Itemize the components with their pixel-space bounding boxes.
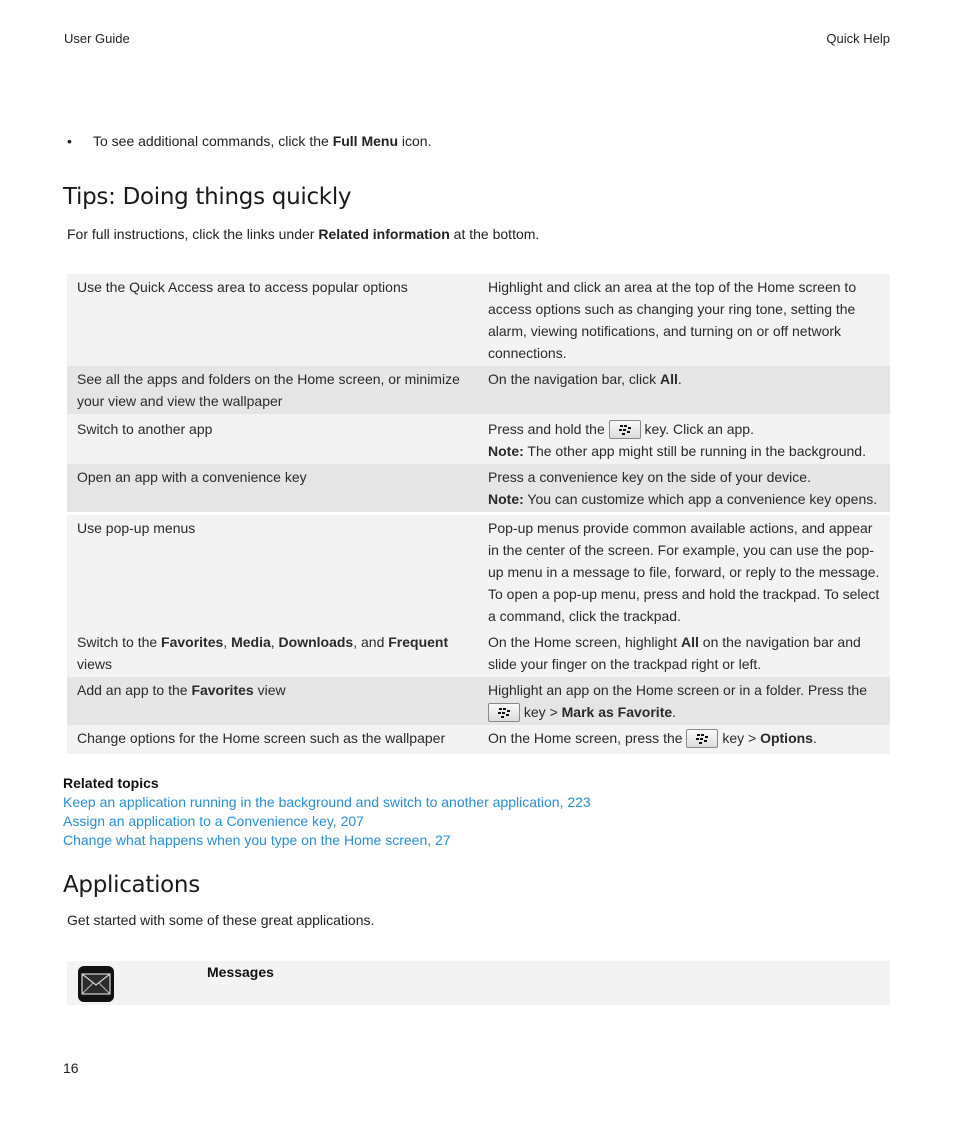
tip-how-text: Highlight an app on the Home screen or in a folder. Press the (488, 682, 867, 698)
page-number: 16 (63, 1060, 79, 1076)
bullet-text-before: To see additional commands, click the (93, 133, 333, 149)
application-row-messages (67, 961, 890, 1005)
tip-how-text: key > (520, 704, 562, 720)
tips-intro-bold: Related information (318, 226, 450, 242)
tip-how-text: On the Home screen, highlight (488, 634, 681, 650)
tip-action: Use the Quick Access area to access popular options (67, 274, 478, 366)
tip-action (67, 677, 478, 725)
tip-action-text: Switch to the (77, 634, 162, 650)
tip-action-text: , (270, 634, 279, 650)
table-row (67, 274, 890, 366)
tip-how-text: on the navigation bar and slide your finger on the trackpad right or left. (488, 634, 861, 672)
blackberry-key-icon (609, 420, 641, 439)
table-row (67, 515, 890, 629)
envelope-icon (78, 966, 114, 1002)
table-row (67, 464, 890, 512)
application-label: Messages (207, 964, 274, 980)
table-row (67, 677, 890, 725)
bullet-bold: Full Menu (332, 133, 399, 149)
tip-how (478, 629, 890, 677)
blackberry-key-icon (686, 729, 718, 748)
section-title-tips: Tips: Doing things quickly (63, 184, 352, 210)
section-title-applications: Applications (63, 872, 200, 898)
full-menu-bullet (67, 133, 431, 149)
table-row (67, 629, 890, 677)
tip-action-text: , and (353, 634, 389, 650)
tip-how-text: . (812, 730, 817, 746)
tip-how-text: . (672, 704, 677, 720)
related-link[interactable]: Change what happens when you type on the Home screen, 27 (63, 832, 451, 848)
table-row (67, 366, 890, 414)
tip-how-bold: Mark as Favorite (561, 704, 673, 720)
table-row (67, 725, 890, 754)
related-topics (63, 774, 591, 850)
tip-how-text: On the navigation bar, click (488, 371, 660, 387)
running-header-right: Quick Help (826, 31, 890, 46)
tip-how-text: Press and hold the (488, 421, 609, 437)
tips-intro-after: at the bottom. (449, 226, 540, 242)
tip-action-bold: Downloads (278, 634, 354, 650)
tip-action-bold: Frequent (388, 634, 449, 650)
tip-action-bold: Favorites (161, 634, 224, 650)
related-link[interactable]: Assign an application to a Convenience key, 207 (63, 813, 364, 829)
tip-action: Change options for the Home screen such as the wallpaper (67, 725, 478, 754)
tip-how (478, 414, 890, 464)
tip-how-text: Press a convenience key on the side of your device. (488, 469, 811, 485)
tip-how-text: key. Click an app. (640, 421, 754, 437)
tip-action (67, 629, 478, 677)
note-label: Note: (488, 443, 524, 459)
tip-action-text: views (77, 656, 113, 672)
tip-action: Use pop-up menus (67, 515, 478, 629)
tips-intro (67, 226, 539, 242)
tip-action-bold: Favorites (191, 682, 254, 698)
note-text: You can customize which app a convenience key opens. (523, 491, 878, 507)
tip-how (478, 464, 890, 512)
tips-intro-before: For full instructions, click the links under (67, 226, 319, 242)
tip-how-bold: All (681, 634, 699, 650)
tip-how (478, 725, 890, 754)
tip-how-text: . (677, 371, 682, 387)
tip-action-bold: Media (231, 634, 271, 650)
tip-how (478, 366, 890, 414)
tip-how: Pop-up menus provide common available actions, and appear in the center of the screen. For example, you can use the pop-up menu in a message to file, forward, or reply to the message. To open a pop-up menu, press and hold the trackpad. To select a command, click the trackpad. (478, 515, 890, 629)
tip-action-text: , (223, 634, 232, 650)
blackberry-key-icon (488, 703, 520, 722)
bullet-text (93, 133, 431, 149)
tip-how (478, 677, 890, 725)
related-link[interactable]: Keep an application running in the background and switch to another application, 223 (63, 794, 591, 810)
tip-how-bold: Options (760, 730, 813, 746)
tip-action: Open an app with a convenience key (67, 464, 478, 512)
tip-how-bold: All (660, 371, 678, 387)
tip-how: Highlight and click an area at the top of the Home screen to access options such as changing your ring tone, setting the alarm, viewing notifications, and turning on or off network connections. (478, 274, 890, 366)
note-text: The other app might still be running in the background. (523, 443, 866, 459)
tip-action-text: view (253, 682, 286, 698)
tips-table (67, 274, 890, 754)
note-label: Note: (488, 491, 524, 507)
related-topics-title: Related topics (63, 775, 159, 791)
tip-how-text: On the Home screen, press the (488, 730, 687, 746)
bullet-mark: • (67, 133, 72, 149)
tip-action: See all the apps and folders on the Home screen, or minimize your view and view the wallpaper (67, 366, 478, 414)
tip-how-text: key > (718, 730, 761, 746)
tip-action-text: Add an app to the (77, 682, 192, 698)
table-row (67, 414, 890, 464)
applications-intro: Get started with some of these great applications. (67, 912, 375, 928)
bullet-text-after: icon. (398, 133, 432, 149)
tip-action: Switch to another app (67, 414, 478, 464)
running-header-left: User Guide (64, 31, 130, 46)
